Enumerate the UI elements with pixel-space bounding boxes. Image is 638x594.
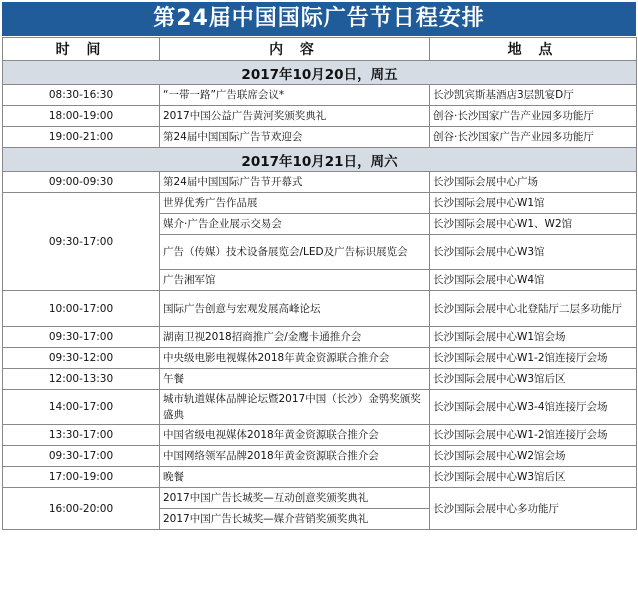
time-cell: 09:30-17:00: [3, 193, 160, 291]
table-row: [3, 467, 637, 488]
location-cell: 长沙国际会展中心W4馆: [430, 270, 637, 291]
location-cell: 长沙国际会展中心多功能厅: [430, 488, 637, 530]
time-cell: 10:00-17:00: [3, 291, 160, 327]
content-cell: 2017中国广告长城奖—媒介营销奖颁奖典礼: [160, 509, 430, 530]
content-cell: 午餐: [160, 369, 430, 390]
time-cell: 16:00-20:00: [3, 488, 160, 530]
content-cell: 第24届中国国际广告节欢迎会: [160, 127, 430, 148]
content-cell: 广告（传媒）技术设备展览会/LED及广告标识展览会: [160, 235, 430, 270]
location-cell: 长沙国际会展中心W2馆会场: [430, 446, 637, 467]
content-cell: 世界优秀广告作品展: [160, 193, 430, 214]
time-cell: 09:00-09:30: [3, 172, 160, 193]
content-cell: 媒介·广告企业展示交易会: [160, 214, 430, 235]
content-cell: 湖南卫视2018招商推广会/金鹰卡通推介会: [160, 327, 430, 348]
location-cell: 长沙国际会展中心W1馆: [430, 193, 637, 214]
day-header-row: [3, 148, 637, 172]
table-row: [3, 106, 637, 127]
content-cell: 中央级电影电视媒体2018年黄金资源联合推介会: [160, 348, 430, 369]
time-cell: 14:00-17:00: [3, 390, 160, 425]
table-row: [3, 369, 637, 390]
location-cell: 长沙国际会展中心W3馆: [430, 235, 637, 270]
location-cell: 长沙国际会展中心北登陆厅二层多功能厅: [430, 291, 637, 327]
table-row: [3, 172, 637, 193]
page-title: 第24届中国国际广告节日程安排: [2, 2, 636, 36]
content-cell: 中国网络领军品牌2018年黄金资源联合推介会: [160, 446, 430, 467]
location-cell: 创谷·长沙国家广告产业园多功能厅: [430, 106, 637, 127]
table-header-row: [3, 38, 637, 61]
table-row: [3, 291, 637, 327]
content-cell: 城市轨道媒体品牌论坛暨2017中国（长沙）金鸮奖颁奖盛典: [160, 390, 430, 425]
time-cell: 12:00-13:30: [3, 369, 160, 390]
table-row: [3, 390, 637, 425]
time-cell: 18:00-19:00: [3, 106, 160, 127]
column-header-location: 地 点: [430, 38, 637, 61]
location-cell: 长沙国际会展中心W1-2馆连接厅会场: [430, 425, 637, 446]
location-cell: 长沙国际会展中心W1、W2馆: [430, 214, 637, 235]
table-row: [3, 193, 637, 214]
day-date: 2017年10月21日，周六: [3, 148, 637, 172]
location-cell: 长沙国际会展中心W3-4馆连接厅会场: [430, 390, 637, 425]
column-header-content: 内 容: [160, 38, 430, 61]
content-cell: “一带一路”广告联席会议*: [160, 85, 430, 106]
location-cell: 长沙国际会展中心W1-2馆连接厅会场: [430, 348, 637, 369]
time-cell: 09:30-17:00: [3, 327, 160, 348]
time-cell: 08:30-16:30: [3, 85, 160, 106]
day-date: 2017年10月20日，周五: [3, 61, 637, 85]
table-row: [3, 425, 637, 446]
table-row: [3, 488, 637, 509]
location-cell: 长沙国际会展中心W1馆会场: [430, 327, 637, 348]
content-cell: 国际广告创意与宏观发展高峰论坛: [160, 291, 430, 327]
time-cell: 19:00-21:00: [3, 127, 160, 148]
content-cell: 晚餐: [160, 467, 430, 488]
time-cell: 09:30-17:00: [3, 446, 160, 467]
location-cell: 长沙国际会展中心W3馆后区: [430, 369, 637, 390]
content-cell: 中国省级电视媒体2018年黄金资源联合推介会: [160, 425, 430, 446]
table-row: [3, 446, 637, 467]
table-row: [3, 348, 637, 369]
location-cell: 创谷·长沙国家广告产业园多功能厅: [430, 127, 637, 148]
time-cell: 09:30-12:00: [3, 348, 160, 369]
table-row: [3, 127, 637, 148]
content-cell: 广告湘军馆: [160, 270, 430, 291]
time-cell: 17:00-19:00: [3, 467, 160, 488]
content-cell: 2017中国公益广告黄河奖颁奖典礼: [160, 106, 430, 127]
content-cell: 第24届中国国际广告节开幕式: [160, 172, 430, 193]
content-cell: 2017中国广告长城奖—互动创意奖颁奖典礼: [160, 488, 430, 509]
schedule-table: [2, 37, 637, 530]
location-cell: 长沙国际会展中心广场: [430, 172, 637, 193]
column-header-time: 时 间: [3, 38, 160, 61]
table-row: [3, 327, 637, 348]
table-row: [3, 85, 637, 106]
time-cell: 13:30-17:00: [3, 425, 160, 446]
location-cell: 长沙国际会展中心W3馆后区: [430, 467, 637, 488]
location-cell: 长沙凯宾斯基酒店3层凯宴D厅: [430, 85, 637, 106]
day-header-row: [3, 61, 637, 85]
